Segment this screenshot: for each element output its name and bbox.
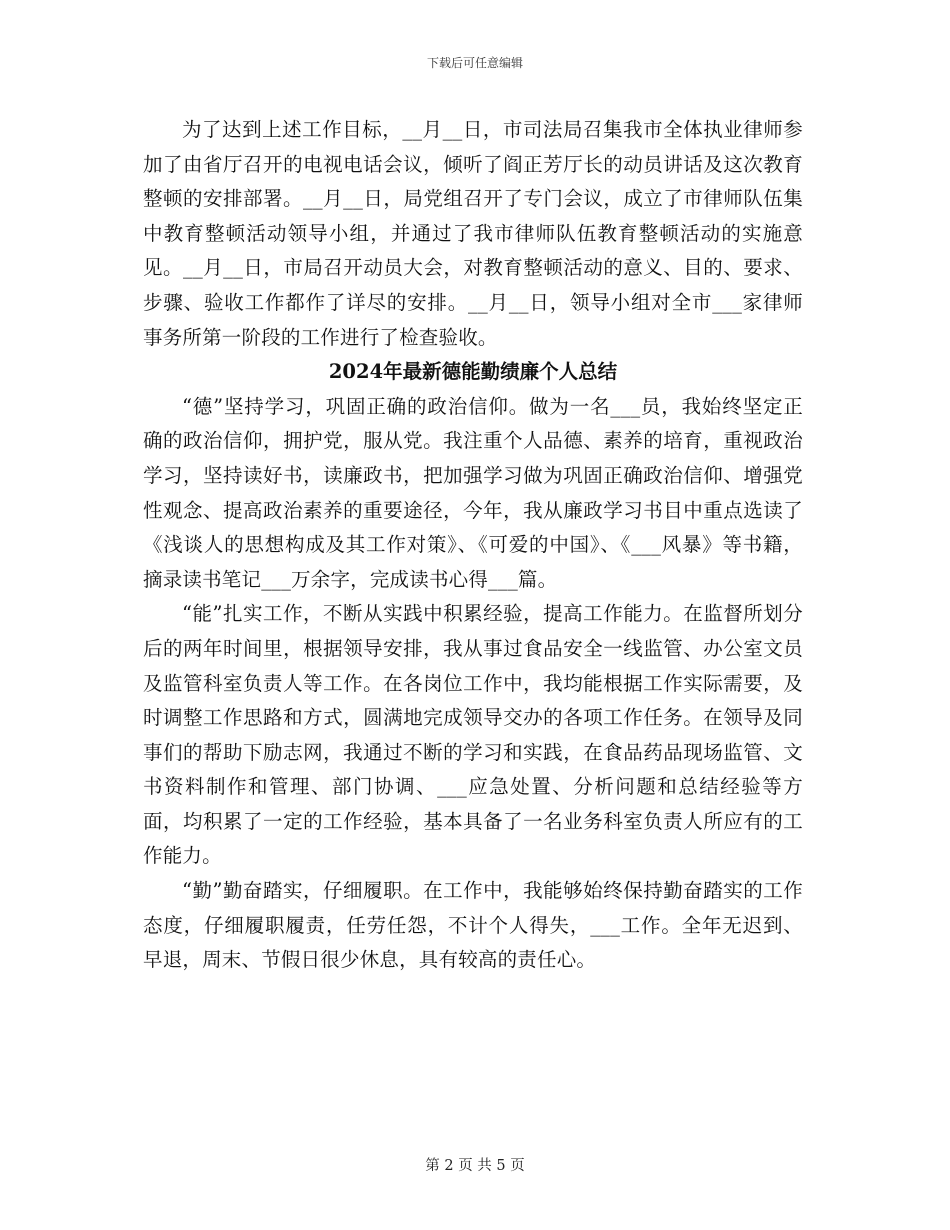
paragraph-meeting-arrangements: 为了达到上述工作目标，__月__日，市司法局召集我市全体执业律师参加了由省厅召开的电视电话会议，倾听了阎正芳厅长的动员讲话及这次教育整顿的安排部署。__月__日，局党组召开了专门会议，成立了市律师队伍集中教育整顿活动领导小组，并通过了我市律师队伍教育整顿活动的实施意见。__月__日，市局召开动员大会，对教育整顿活动的意义、目的、要求、步骤、验收工作都作了详尽的安排。__月__日，领导小组对全市___家律师事务所第一阶段的工作进行了检查验收。 [143, 118, 803, 349]
document-body [143, 113, 803, 978]
paragraph-diligence: “勤”勤奋踏实，仔细履职。在工作中，我能够始终保持勤奋踏实的工作态度，仔细履职履责，任劳任怨，不计个人得失，___工作。全年无迟到、早退，周末、节假日很少休息，具有较高的责任心。 [143, 879, 803, 972]
section-title: 2024年最新德能勤绩廉个人总结 [328, 360, 618, 384]
page-header: 下载后可任意编辑 [426, 56, 523, 70]
paragraph-ability: “能”扎实工作，不断从实践中积累经验，提高工作能力。在监督所划分后的两年时间里，根据领导安排，我从事过食品安全一线监管、办公室文员及监管科室负责人等工作。在各岗位工作中，我均能根据工作实际需要，及时调整工作思路和方式，圆满地完成领导交办的各项工作任务。在领导及同事们的帮助下励志网，我通过不断的学习和实践，在食品药品现场监管、文书资料制作和管理、部门协调、___应急处置、分析问题和总结经验等方面，均积累了一定的工作经验，基本具备了一名业务科室负责人所应有的工作能力。 [143, 602, 803, 868]
paragraph-virtue: “德”坚持学习，巩固正确的政治信仰。做为一名___员，我始终坚定正确的政治信仰，拥护党，服从党。我注重个人品德、素养的培育，重视政治学习，坚持读好书，读廉政书，把加强学习做为巩固正确政治信仰、增强党性观念、提高政治素养的重要途径，今年，我从廉政学习书目中重点选读了《浅谈人的思想构成及其工作对策》、《可爱的中国》、《___风暴》等书籍，摘录读书笔记___万余字，完成读书心得___篇。 [143, 394, 803, 591]
page-footer: 第 2 页 共 5 页 [425, 1158, 525, 1174]
